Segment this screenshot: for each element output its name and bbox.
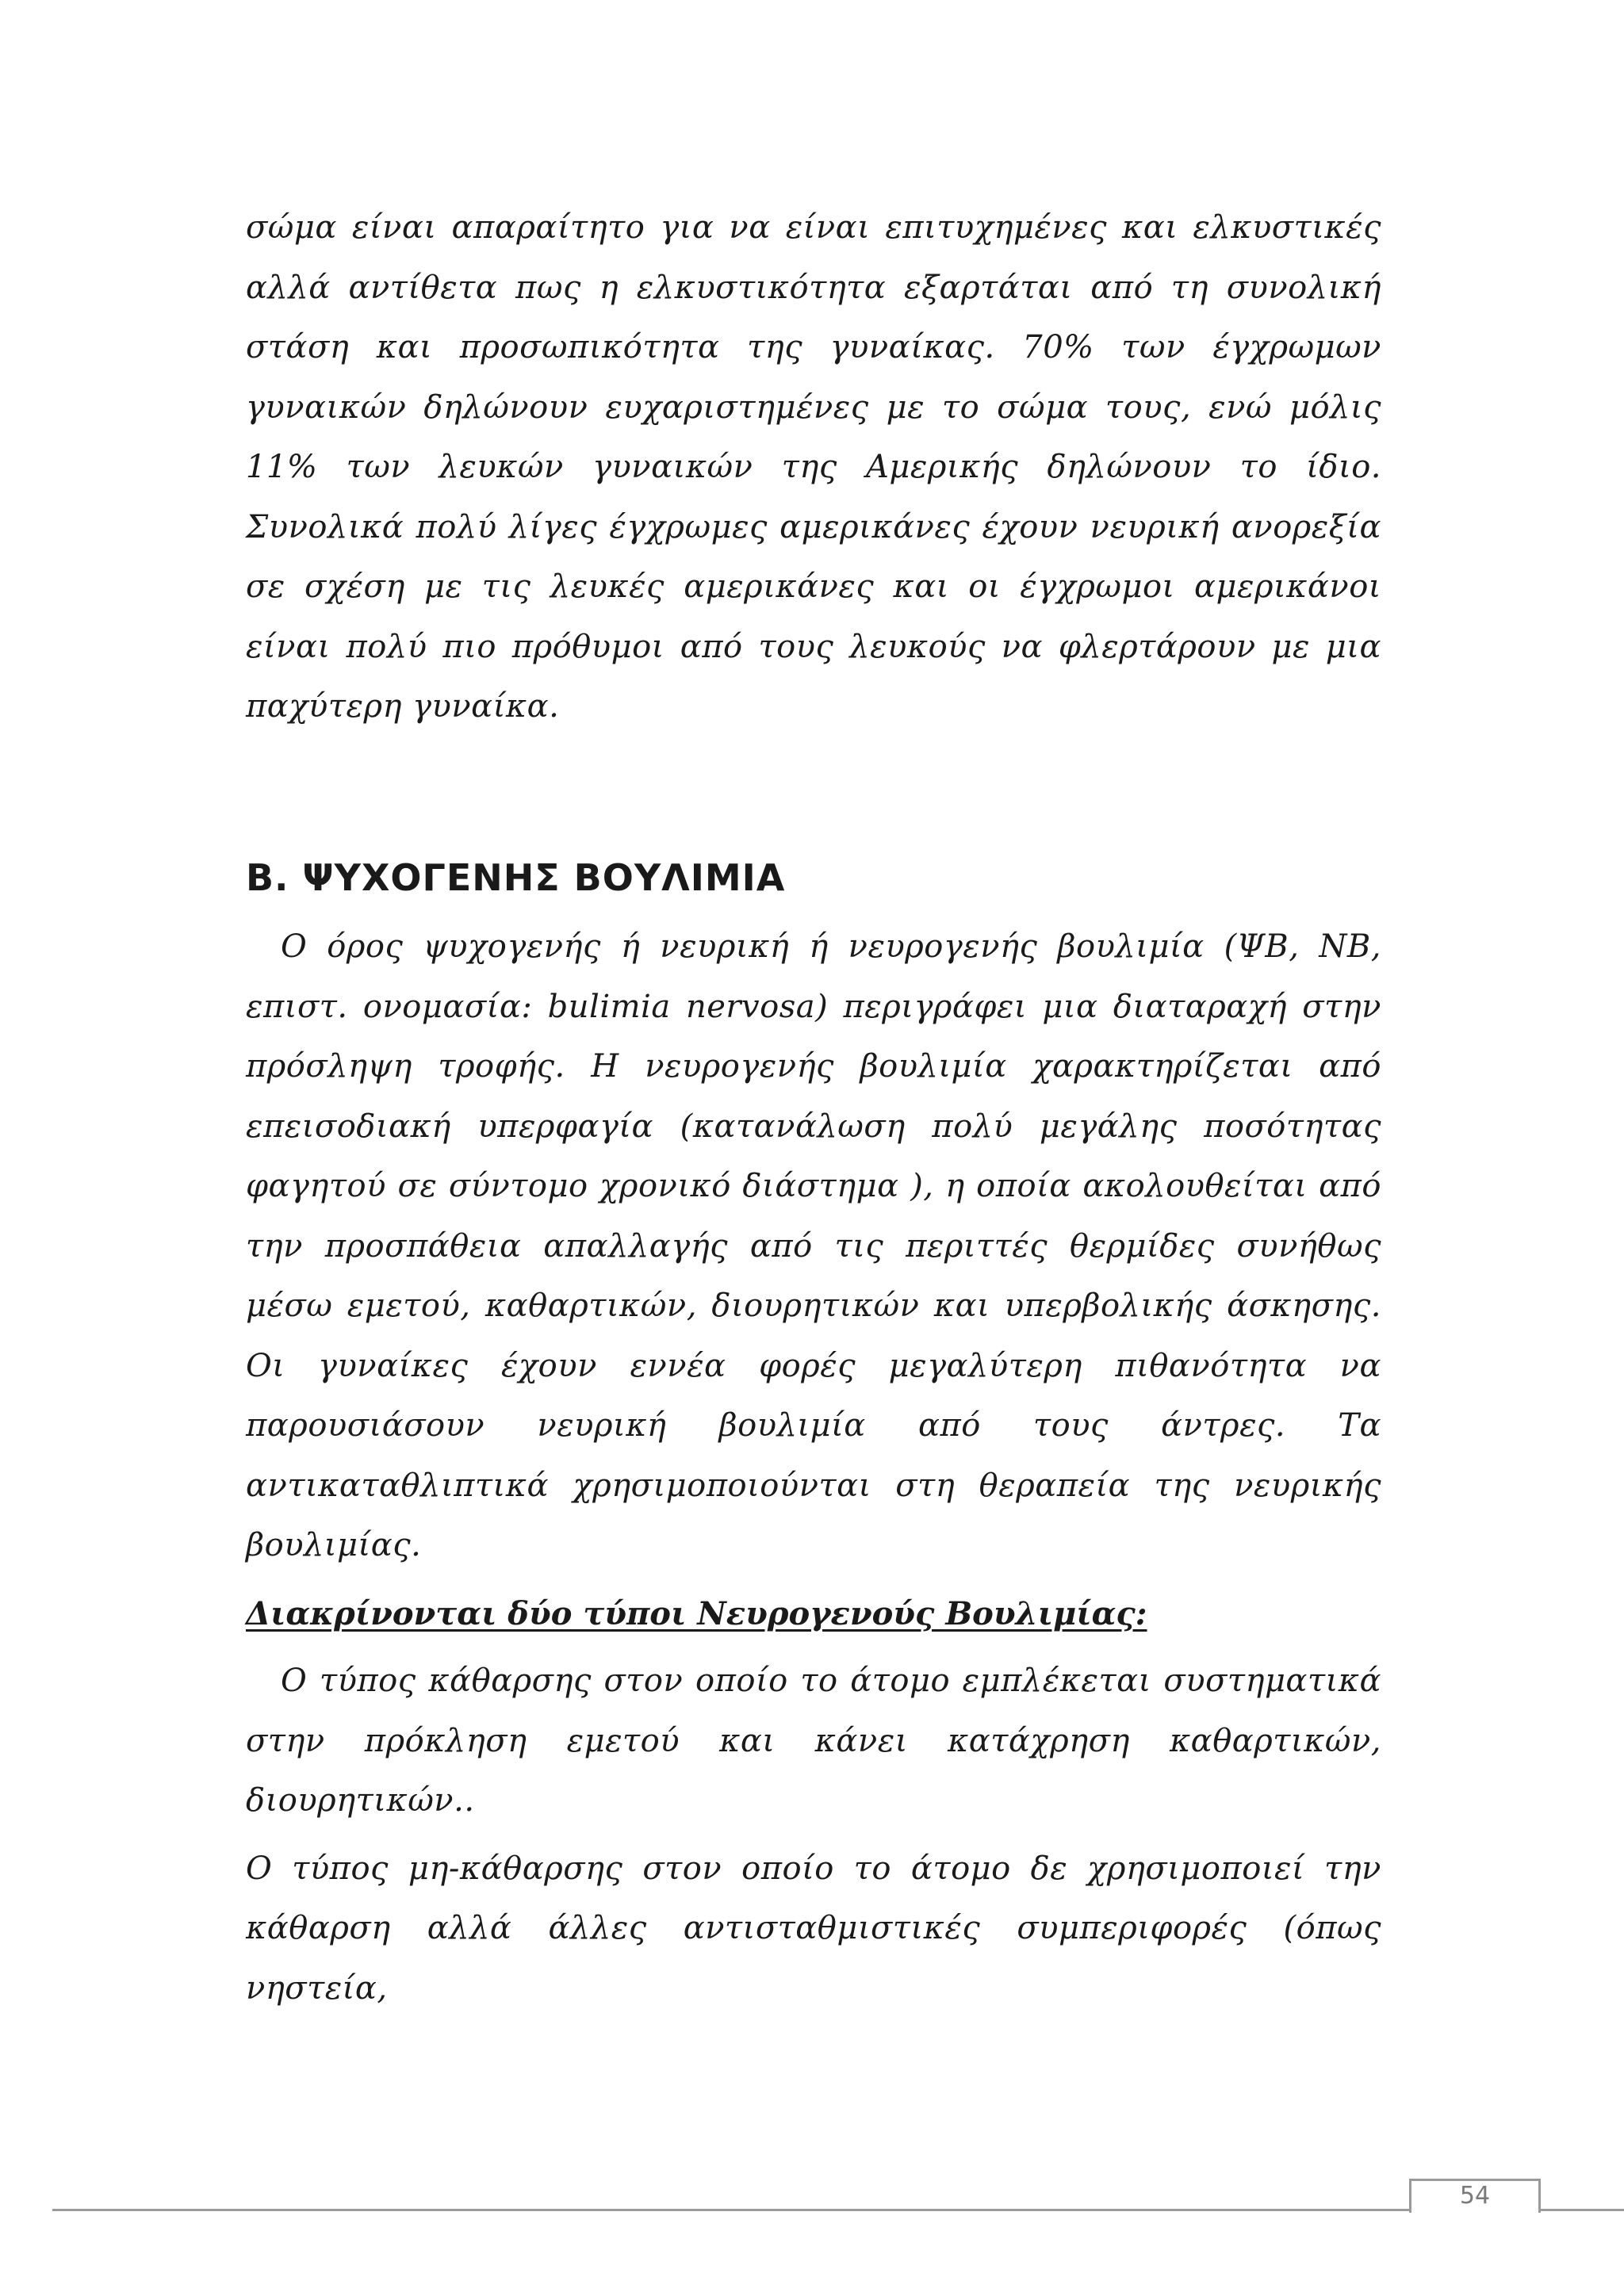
paragraph-spacer — [246, 1831, 1381, 1839]
page-number: 54 — [1459, 2182, 1491, 2210]
section-heading: Β. ΨΥΧΟΓΕΝΗΣ ΒΟΥΛΙΜΙΑ — [246, 855, 786, 899]
paragraph-non-purging-type: Ο τύπος μη-κάθαρσης στον οποίο το άτομο δε χρησιμοποιεί την κάθαρση αλλά άλλες αντισταθμιστικές συμπεριφορές (όπως νηστεία, — [246, 1850, 1381, 2007]
section-spacer — [246, 737, 1381, 848]
paragraph-spacer — [246, 1576, 1381, 1584]
paragraph-body-2: Ο όρος ψυχογενής ή νευρική ή νευρογενής βουλιμία (ΨΒ, ΝΒ, επιστ. ονομασία: bulimia nervosa) περιγράφει μια διαταραχή στην πρόσληψη τροφής. Η νευρογενής βουλιμία χαρακτηρίζεται από επεισοδιακή υπερφαγία (κατανάλωση πολύ μεγάλης ποσότητας φαγητού σε σύντομο χρονικό διάστημα ), η οποία ακολουθείται από την προσπάθεια απαλλαγής από τις περιττές θερμίδες συνήθως μέσω εμετού, καθαρτικών, διουρητικών και υπερβολικής άσκησης. Οι γυναίκες έχουν εννέα φορές μεγαλύτερη πιθανότητα να παρουσιάσουν νευρική βουλιμία από τους άντρες. Τα αντικαταθλιπτικά χρησιμοποιούνται στη θεραπεία της νευρικής βουλιμίας. — [246, 928, 1381, 1563]
subheading-bulimia-types: Διακρίνονται δύο τύποι Νευρογενούς Βουλιμίας: — [246, 1594, 1147, 1632]
page-content — [246, 198, 1381, 2019]
paragraph-body-1: σώμα είναι απαραίτητο για να είναι επιτυχημένες και ελκυστικές αλλά αντίθετα πως η ελκυστικότητα εξαρτάται από τη συνολική στάση και προσωπικότητα της γυναίκας. 70% των έγχρωμων γυναικών δηλώνουν ευχαριστημένες με το σώμα τους, ενώ μόλις 11% των λευκών γυναικών της Αμερικής δηλώνουν το ίδιο. Συνολικά πολύ λίγες έγχρωμες αμερικάνες έχουν νευρική ανορεξία σε σχέση με τις λευκές αμερικάνες και οι έγχρωμοι αμερικάνοι είναι πολύ πιο πρόθυμοι από τους λευκούς να φλερτάρουν με μια παχύτερη γυναίκα. — [246, 209, 1381, 725]
paragraph-spacer — [246, 1644, 1381, 1651]
footer-rule — [52, 2209, 1624, 2211]
heading-spacer — [246, 908, 1381, 917]
paragraph-purging-type: Ο τύπος κάθαρσης στον οποίο το άτομο εμπλέκεται συστηματικά στην πρόκληση εμετού και κάνει κατάχρηση καθαρτικών, διουρητικών.. — [246, 1663, 1381, 1819]
